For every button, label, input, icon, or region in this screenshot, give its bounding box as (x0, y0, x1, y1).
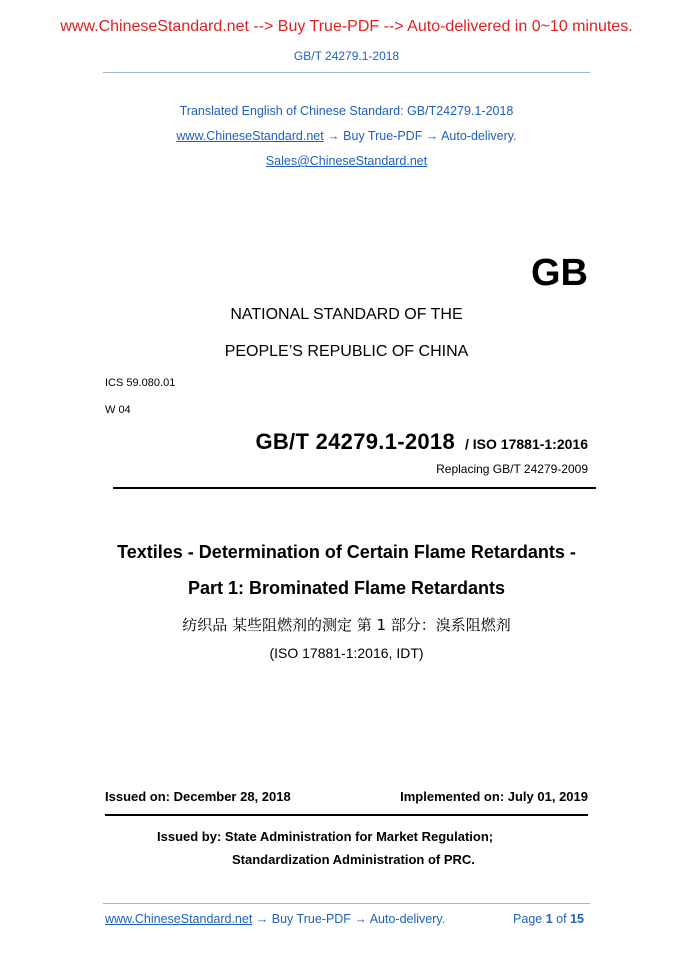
main-divider (113, 487, 596, 489)
title-line2: Part 1: Brominated Flame Retardants (187, 578, 506, 598)
buy-notice (0, 129, 693, 143)
issued-by-line1: Issued by: State Administration for Market Regulation; (157, 829, 494, 844)
of-label: of (556, 912, 567, 926)
footer-buy-text: → Buy True-PDF → Auto-delivery. (252, 912, 446, 926)
replacing-note: Replacing GB/T 24279-2009 (436, 462, 588, 476)
gb-logo: GB (531, 252, 588, 294)
page-number: 1 (545, 912, 553, 926)
total-pages: 15 (570, 912, 584, 926)
page-label: Page (513, 912, 543, 926)
standard-number-row (105, 429, 588, 455)
issued-by-line2: Standardization Administration of PRC. (232, 852, 475, 867)
translated-notice: Translated English of Chinese Standard: GB/T24279.1-2018 (179, 104, 514, 118)
implemented-on: Implemented on: July 01, 2019 (400, 789, 588, 804)
footer-divider (103, 903, 590, 904)
buy-text: → Buy True-PDF → Auto-delivery. (323, 129, 517, 143)
top-banner[interactable]: www.ChineseStandard.net --> Buy True-PDF --> Auto-delivered in 0~10 minutes. (60, 18, 633, 35)
national-standard-line1: NATIONAL STANDARD OF THE (230, 306, 463, 323)
w-code: W 04 (105, 404, 131, 416)
iso-number: / ISO 17881-1:2016 (465, 436, 588, 452)
header-standard-code: GB/T 24279.1-2018 (293, 49, 400, 63)
header-divider (103, 72, 590, 73)
sales-line (0, 154, 693, 168)
ics-code: ICS 59.080.01 (105, 377, 176, 389)
site-link[interactable]: www.ChineseStandard.net (176, 129, 324, 143)
title-line1: Textiles - Determination of Certain Flame Retardants - (117, 542, 576, 562)
national-standard-line2: PEOPLE’S REPUBLIC OF CHINA (224, 343, 469, 360)
issue-divider (105, 814, 588, 816)
footer-site-link[interactable]: www.ChineseStandard.net (105, 912, 253, 926)
standard-number: GB/T 24279.1-2018 (255, 429, 456, 454)
page-indicator (440, 912, 584, 926)
title-chinese: 纺织品 某些阻燃剂的测定 第 1 部分：溴系阻燃剂 (182, 616, 511, 634)
title-iso-reference: (ISO 17881-1:2016, IDT) (269, 645, 424, 661)
sales-email-link[interactable]: Sales@ChineseStandard.net (265, 154, 428, 168)
footer-buy-notice (105, 912, 445, 926)
issued-on: Issued on: December 28, 2018 (105, 789, 291, 804)
